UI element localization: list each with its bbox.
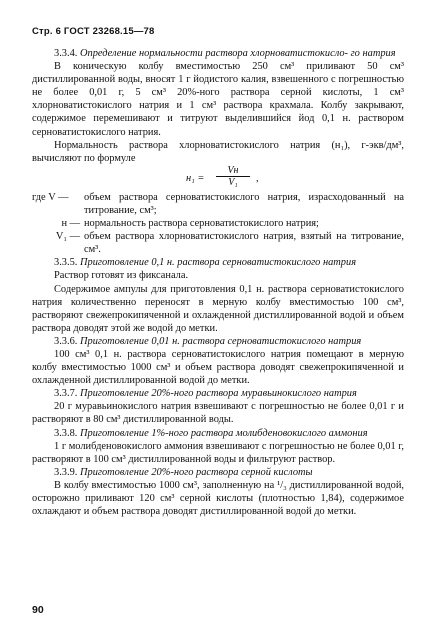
variable-definitions: [32, 191, 404, 256]
formula-denominator: V₁: [228, 176, 238, 188]
section-3-3-9-title: [32, 466, 404, 479]
definition-text: объем раствора хлорноватистокислого натрия, взятый на титрование, см³.: [84, 231, 404, 256]
section-3-3-6-body: 100 см³ 0,1 н. раствора серноватистокислого натрия помещают в мерную колбу вместимостью 1000 см³ и объем раствора доводят свежепрокипяченной и охлажденной дистиллированной водой до метки.: [32, 348, 404, 387]
page-number: 90: [32, 604, 44, 616]
section-number: 3.3.4.: [54, 48, 78, 59]
definition-symbol: где V —: [32, 191, 69, 203]
section-title-part: Определение нормальности раствора хлорноватистокисло-: [80, 48, 349, 59]
section-title: Приготовление 1%-ного раствора молибденовокислого аммония: [80, 427, 368, 439]
section-3-3-6-title: [32, 335, 404, 348]
section-3-3-9-body: В колбу вместимостью 1000 см³, заполненную на ¹/₃ дистиллированной водой, осторожно приливают 120 см³ серной кислоты (плотностью 1,84), содержимое охлаждают и объем раствора доводят дистиллированной водой до метки.: [32, 479, 404, 518]
section-number: 3.3.6.: [54, 335, 78, 347]
page-header: Стр. 6 ГОСТ 23268.15—78: [32, 26, 155, 37]
section-3-3-5-text: Раствор готовят из фиксанала.: [54, 270, 189, 282]
formula-numerator: Vн: [216, 165, 250, 177]
section-title: Приготовление 20%-ного раствора муравьинокислого натрия: [80, 388, 357, 400]
definition-row: [32, 230, 404, 256]
section-number: 3.3.5.: [54, 257, 78, 269]
section-3-3-4-body: В коническую колбу вместимостью 250 см³ приливают 50 см³ дистиллированной воды, вносят 1 г йодистого калия, взвешенного с погрешностью не более 0,01 г, 5 см³ 20%-ного раствора серной кислоты, 1 см³ хлорноватистокислого натрия и 1 см³ раствора крахмала. Колбу закрывают, содержимое перемешивают и титруют выделившийся йод 0,1 н. раствором серноватистокислого натрия.: [32, 61, 404, 138]
section-number: 3.3.8.: [54, 427, 78, 439]
definition-symbol: V₁ —: [55, 231, 80, 243]
definition-row: [32, 217, 404, 230]
section-number: 3.3.7.: [54, 388, 78, 400]
section-number: 3.3.9.: [54, 466, 78, 478]
definition-symbol: н —: [61, 218, 80, 230]
formula-comma: ,: [256, 172, 259, 184]
section-3-3-4-title: [32, 47, 404, 60]
formula-lhs: н₁ =: [186, 172, 205, 184]
section-title-part: го натрия: [350, 48, 396, 59]
definition-row: [32, 191, 404, 217]
normality-formula: [32, 165, 404, 191]
definition-text: нормальность раствора серноватистокислого натрия;: [84, 218, 319, 230]
document-body: [32, 47, 404, 518]
section-3-3-7-title: [32, 387, 404, 400]
section-title: Приготовление 20%-ного раствора серной кислоты: [80, 466, 313, 478]
section-3-3-8-body: 1 г молибденовокислого аммония взвешивают с погрешностью не более 0,01 г, растворяют в 100 см³ дистиллированной воды и фильтруют раствор.: [32, 440, 404, 465]
normality-intro: Нормальность раствора хлорноватистокислого натрия (н₁), г-экв/дм³, вычисляют по формуле: [32, 139, 404, 164]
section-title: Приготовление 0,01 н. раствора серноватистокислого натрия: [80, 335, 362, 347]
section-3-3-7-body: 20 г муравьинокислого натрия взвешивают с погрешностью не более 0,01 г и растворяют в 80 см³ дистиллированной воды.: [32, 401, 404, 426]
section-3-3-5-title: [32, 256, 404, 269]
definition-text: объем раствора серноватистокислого натрия, израсходованный на титрование, см³;: [84, 191, 404, 216]
section-3-3-5-body: Содержимое ампулы для приготовления 0,1 н. раствора серноватистокислого натрия количественно переносят в мерную колбу вместимостью 100 см³, растворяют свежепрокипяченной и охлажденной дистиллированной водой и объем раствора доводят этой же водой до метки.: [32, 283, 404, 334]
section-title: Приготовление 0,1 н. раствора серноватистокислого натрия: [80, 257, 357, 269]
formula-fraction: [216, 165, 250, 188]
section-3-3-8-title: [32, 427, 404, 440]
